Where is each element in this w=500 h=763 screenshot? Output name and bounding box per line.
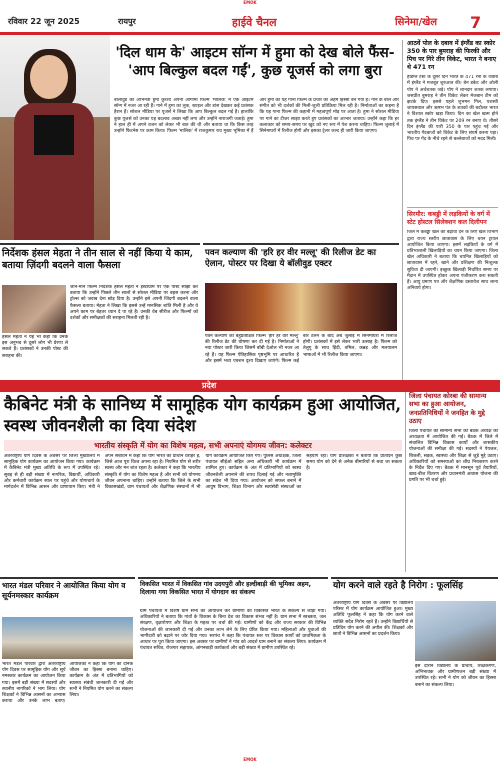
panchayat-headline: जिला पंचायत कोरबा की सामान्य सभा का हुआ आयोजन, जनप्रतिनिधियों ने जनहित के मुद्दे उठाए: [409, 392, 487, 426]
main-headline: कैबिनेट मंत्री के सानिध्य में सामूहिक योग कार्यक्रम हुआ आयोजित, स्वस्थ जीवनशैली का दिया संदेश: [4, 395, 402, 435]
panchayat-story: [405, 392, 498, 572]
issue-date: रविवार 22 जून 2025: [8, 17, 80, 26]
section-name: सिनेमा/खेल: [395, 17, 438, 28]
sports-column: [402, 40, 498, 380]
director-headline: निर्देशक हंसल मेहता ने तीन साल से नहीं किया ये काम, बताया ज़िंदगी बदलने वाला फैसला: [2, 248, 194, 272]
director-body-continued: हंसल मेहता ने यह भी कहा कि उनके इस अनुभव से दूसरे लोग भी प्रेरणा ले सकते हैं। प्रशंसकों ने उनकी पोस्ट की सराहना की।: [2, 335, 68, 359]
main-article-body: अंतरराष्ट्रीय योग दिवस के अवसर पर जिला मुख्यालय में सामूहिक योग कार्यक्रम का आयोजन किया गया। कार्यक्रम में कैबिनेट मंत्री मुख्य अतिथि के रूप में उपस्थित रहे। सुबह से ही बड़ी संख्या में नागरिक, विद्यार्थी, अधिकारी और कर्मचारी कार्यक्रम स्थल पर पहुंचे और योगाचार्य के मार्गदर्शन में विभिन्न आसन और प्राणायाम किए। मंत्री ने अपने संबोधन में कहा कि योग भारत की प्राचीन धरोहर है, जिसे आज पूरा विश्व अपना रहा है। नियमित योग से शरीर स्वस्थ और मन शांत रहता है। कलेक्टर ने कहा कि भारतीय संस्कृति में योग का विशेष महत्व है और सभी को योगमय जीवन अपनाना चाहिए। उन्होंने बताया कि जिले के सभी विकासखंडों, ग्राम पंचायतों और शैक्षणिक संस्थानों में भी योग कार्यक्रम आयोजित किए गए। पुलिस अधीक्षक, जिला पंचायत सीईओ सहित अन्य अधिकारी भी कार्यक्रम में शामिल हुए। कार्यक्रम के अंत में प्रतिभागियों को स्वस्थ जीवनशैली अपनाने की शपथ दिलाई गई और नशामुक्ति का संदेश भी दिया गया। आयोजन को सफल बनाने में आयुष विभाग, शिक्षा विभाग और स्वयंसेवी संस्थाओं का सहयोग रहा। योग प्रशिक्षकों ने बताया कि प्रतिदिन कुछ समय योग को देने से अनेक बीमारियों से बचा जा सकता है।: [4, 454, 402, 490]
director-story: [0, 243, 200, 378]
yoga-healthy-body-continued: इस दौरान विद्यालय के प्राचार्य, शिक्षकगण, अभिभावक और ग्रामीणजन बड़ी संख्या में उपस्थित रहे। सभी ने योग को जीवन का हिस्सा बनाने का संकल्प लिया।: [415, 664, 496, 688]
panchayat-body: जिला पंचायत की सामान्य सभा की बैठक अध्यक्ष की अध्यक्षता में आयोजित की गई। बैठक में जिले में संचालित विभिन्न विकास कार्यों और शासकीय योजनाओं की समीक्षा की गई। सदस्यों ने पेयजल, बिजली, सड़क, स्वास्थ्य और शिक्षा से जुड़े मुद्दे उठाए। अधिकारियों को समस्याओं का शीघ्र निराकरण करने के निर्देश दिए गए। बैठक में मानसून पूर्व तैयारियों, खाद-बीज वितरण और प्रधानमंत्री आवास योजना की प्रगति पर भी चर्चा हुई।: [409, 428, 498, 484]
yoga-mandal-photo: [2, 617, 133, 659]
village-development-body: ग्राम पंचायतों में विशेष ग्राम सभा का आयोजन कर ग्रामीणों को विकसित भारत के संकल्प से जोड़ा गया। अधिकारियों ने बताया कि गांवों के विकास के बिना देश का विकास संभव नहीं है। ग्राम सभा में स्वच्छता, जल संरक्षण, वृक्षारोपण और शिक्षा के महत्व पर चर्चा की गई। ग्रामीणों को केंद्र और राज्य सरकार की विभिन्न योजनाओं की जानकारी दी गई और उनका लाभ लेने के लिए प्रेरित किया गया। महिलाओं और युवाओं की भागीदारी को बढ़ाने पर जोर दिया गया। सरपंच ने कहा कि पंचायत स्तर पर विकास कार्यों को प्राथमिकता के आधार पर पूरा किया जाएगा। इस अवसर पर ग्रामीणों ने गांव को आदर्श ग्राम बनाने का संकल्प लिया। कार्यक्रम में पंचायत सचिव, रोजगार सहायक, आंगनबाड़ी कार्यकर्ता और बड़ी संख्या में ग्रामीण उपस्थित रहे।: [140, 609, 326, 652]
page-header: [0, 7, 500, 35]
actress-photo: [0, 35, 110, 240]
cricket-headline: आठवें पोल के दबाव में इंग्लैंड का स्कोर 350 के पार बुमराह की फिरकी और पिच पर गिरे तीन विकेट, भारत ने बनाए थे 471 रन: [407, 40, 497, 72]
yoga-mandal-headline: भारत मंडल परिवार ने आयोजित किया योग व सूर्यनमस्कार कार्यक्रम: [2, 581, 126, 600]
yoga-mandal-story: [0, 577, 135, 757]
village-development-story: [138, 577, 328, 757]
director-body: जाने-माने फिल्म निर्देशक हंसल मेहता ने इंस्टाग्राम पर एक पोस्ट साझा कर बताया कि उन्होंने पिछले तीन सालों से सोशल मीडिया पर बहस करना और ट्रोल्स को जवाब देना छोड़ दिया है। उन्होंने इसे अपनी जिंदगी बदलने वाला फैसला बताया। मेहता ने लिखा कि इससे उन्हें मानसिक शांति मिली है और वे अपने काम पर बेहतर ध्यान दे पा रहे हैं। उनकी वेब सीरीज और फिल्मों को दर्शकों और समीक्षकों की सराहना मिलती रही है।: [70, 285, 198, 321]
newspaper-brand: हाईवे चैनल: [232, 16, 277, 29]
film-release-story: [203, 243, 399, 378]
section-bar-pradesh: प्रदेश: [0, 380, 500, 392]
cricket-body: हेडिंग्ले टेस्ट के दूसरे दिन भारत के 471 रनों के जवाब में इंग्लैंड ने मजबूत शुरुआत की। बेन डकेट और ओली पोप ने अर्धशतक जड़े। पोप ने शानदार शतक लगाया। जसप्रीत बुमराह ने तीन विकेट लेकर मेजबान टीम को झटके दिए। इससे पहले शुभमन गिल, यशस्वी जायसवाल और ऋषभ पंत के शतकों की बदौलत भारत ने विशाल स्कोर खड़ा किया। दिन का खेल खत्म होने तक इंग्लैंड ने तीन विकेट पर 209 रन बनाए थे। तीसरे दिन इंग्लैंड की पारी 350 के पार पहुंच गई और भारतीय गेंदबाजों को विकेट के लिए संघर्ष करना पड़ा। पिच पर गेंद के नीचे रहने से बल्लेबाजों को मदद मिली।: [407, 75, 498, 143]
edition-city: रायपुर: [118, 17, 136, 26]
village-development-headline: विकसित भारत में विकसित गांव उदयपुरी और हल्दीबाड़ी की भूमिका अहम, दिलाया गया विकसित भारत में योगदान का संकल्प: [140, 581, 312, 597]
film-poster-photo: [205, 283, 397, 331]
page-number: 7: [470, 13, 482, 32]
yoga-healthy-photo: [415, 601, 496, 661]
yoga-mandal-body: भारत मंडल परिवार द्वारा अंतरराष्ट्रीय योग दिवस पर सामूहिक योग और सूर्य नमस्कार कार्यक्रम का आयोजन किया गया। इसमें बड़ी संख्या में सदस्यों और स्थानीय नागरिकों ने भाग लिया। योग शिक्षकों ने विभिन्न आसनों का अभ्यास कराया और उनके लाभ बताए। आयोजकों ने कहा कि योग को दैनिक जीवन का हिस्सा बनाना चाहिए। कार्यक्रम के अंत में प्रतिभागियों को स्वास्थ्य संबंधी जानकारी दी गई और सभी ने नियमित योग करने का संकल्प लिया।: [2, 662, 133, 705]
film-release-body: पवन कल्याण की बहुप्रतीक्षित फिल्म 'हरि हर वीर मल्लू' की रिलीज डेट की घोषणा कर दी गई है। निर्माताओं ने नया पोस्टर जारी किया जिसमें बॉबी देओल भी नजर आ रहे हैं। यह फिल्म ऐतिहासिक पृष्ठभूमि पर आधारित है और इसमें भव्य एक्शन दृश्य दिखाए जाएंगे। फिल्म कई बार टलने के बाद अब जुलाई में सिनेमाघरों में रिलीज होगी। प्रशंसकों में इसे लेकर भारी उत्साह है। फिल्म को तेलुगु के साथ हिंदी, तमिल, कन्नड़ और मलयालम भाषाओं में भी रिलीज किया जाएगा।: [205, 334, 397, 364]
film-release-headline: पवन कल्याण की 'हरि हर वीर मल्लू' की रिलीज डेट का ऐलान, पोस्टर पर दिखा ये बॉलीवुड एक्टर: [205, 248, 376, 270]
yoga-healthy-body: अंतरराष्ट्रीय योग दिवस के अवसर पर विद्यालय परिसर में योग कार्यक्रम आयोजित हुआ। मुख्य अतिथि फूलसिंह ने कहा कि योग करने वाले व्यक्ति सदैव निरोग रहते हैं। उन्होंने विद्यार्थियों से प्रतिदिन योग करने की अपील की। शिक्षकों और छात्रों ने विभिन्न आसनों का प्रदर्शन किया।: [333, 601, 413, 637]
yoga-healthy-story: [331, 577, 498, 757]
hero-headline: 'दिल धाम के' आइटम सॉन्ग में हुमा को देख बोले फैंस- 'आप बिल्कुल बदल गईं', कुछ यूजर्स को लगा बुरा: [115, 45, 395, 80]
top-logo-strip: EMOK: [243, 0, 257, 5]
kabaddi-headline: सिरमौर: कबड्डी में लड़कियों के वर्ग में स्टेट होस्टल सिलेक्शन कल दिलीपन: [407, 207, 498, 227]
director-photo: [2, 285, 66, 333]
yoga-healthy-headline: योग करने वाले रहते है निरोग : फूलसिंह: [333, 581, 463, 591]
footer-logo-strip: EMOK: [243, 757, 257, 762]
main-subheadline: भारतीय संस्कृति में योग का विशेष महत्व, सभी अपनाएं योगमय जीवन: कलेक्टर: [4, 440, 402, 451]
kabaddi-body: जिले में कबड्डी खेल को बढ़ावा देने के लिए खेल विभाग द्वारा राज्य स्तरीय छात्रावास के लिए चयन ट्रायल आयोजित किया जाएगा। इसमें लड़कियों के वर्ग में प्रतिभाशाली खिलाड़ियों का चयन किया जाएगा। जिला खेल अधिकारी ने बताया कि चयनित खिलाड़ियों को छात्रावास में रहने, खाने और प्रशिक्षण की निःशुल्क सुविधा दी जाएगी। इच्छुक खिलाड़ी निर्धारित समय पर मैदान में उपस्थित होकर अपना पंजीकरण करा सकती हैं। आयु प्रमाण पत्र और शैक्षणिक दस्तावेज साथ लाना अनिवार्य होगा।: [407, 230, 498, 292]
hero-article-body: बॉलीवुड की अभिनेत्री हुमा कुरैशी अपनी आगामी फिल्म 'मालिक' में एक आइटम सॉन्ग में नजर आ रही हैं। गाने में हुमा का लुक, स्टाइल और डांस देखकर कई प्रशंसक हैरान हैं। सोशल मीडिया पर यूजर्स ने लिखा कि आप बिल्कुल बदल गई हैं। हालांकि कुछ यूजर्स को उनका यह बदलाव अच्छा नहीं लगा और उन्होंने नाराजगी जताई। हुमा ने हाल ही में अपने वजन को लेकर भी बात की थी और बताया था कि किस तरह उन्होंने फिटनेस पर काम किया। फिल्म 'मालिक' में राजकुमार राव मुख्य भूमिका में हैं और हुमा का यह गाना फिल्म के प्रचार का अहम हिस्सा बन गया है। गाने के बोल और संगीत को भी दर्शकों की मिली-जुली प्रतिक्रिया मिल रही है। निर्माताओं का कहना है कि यह गाना फिल्म की कहानी में महत्वपूर्ण मोड़ पर आता है। हुमा ने सोशल मीडिया पर गाने का टीजर साझा करते हुए प्रशंसकों का आभार जताया। उन्होंने कहा कि हर कलाकार को समय-समय पर खुद को नए रूप में पेश करना चाहिए। फिल्म जुलाई में सिनेमाघरों में रिलीज होगी और इसका ट्रेलर जल्द ही जारी किया जाएगा।: [114, 98, 399, 134]
